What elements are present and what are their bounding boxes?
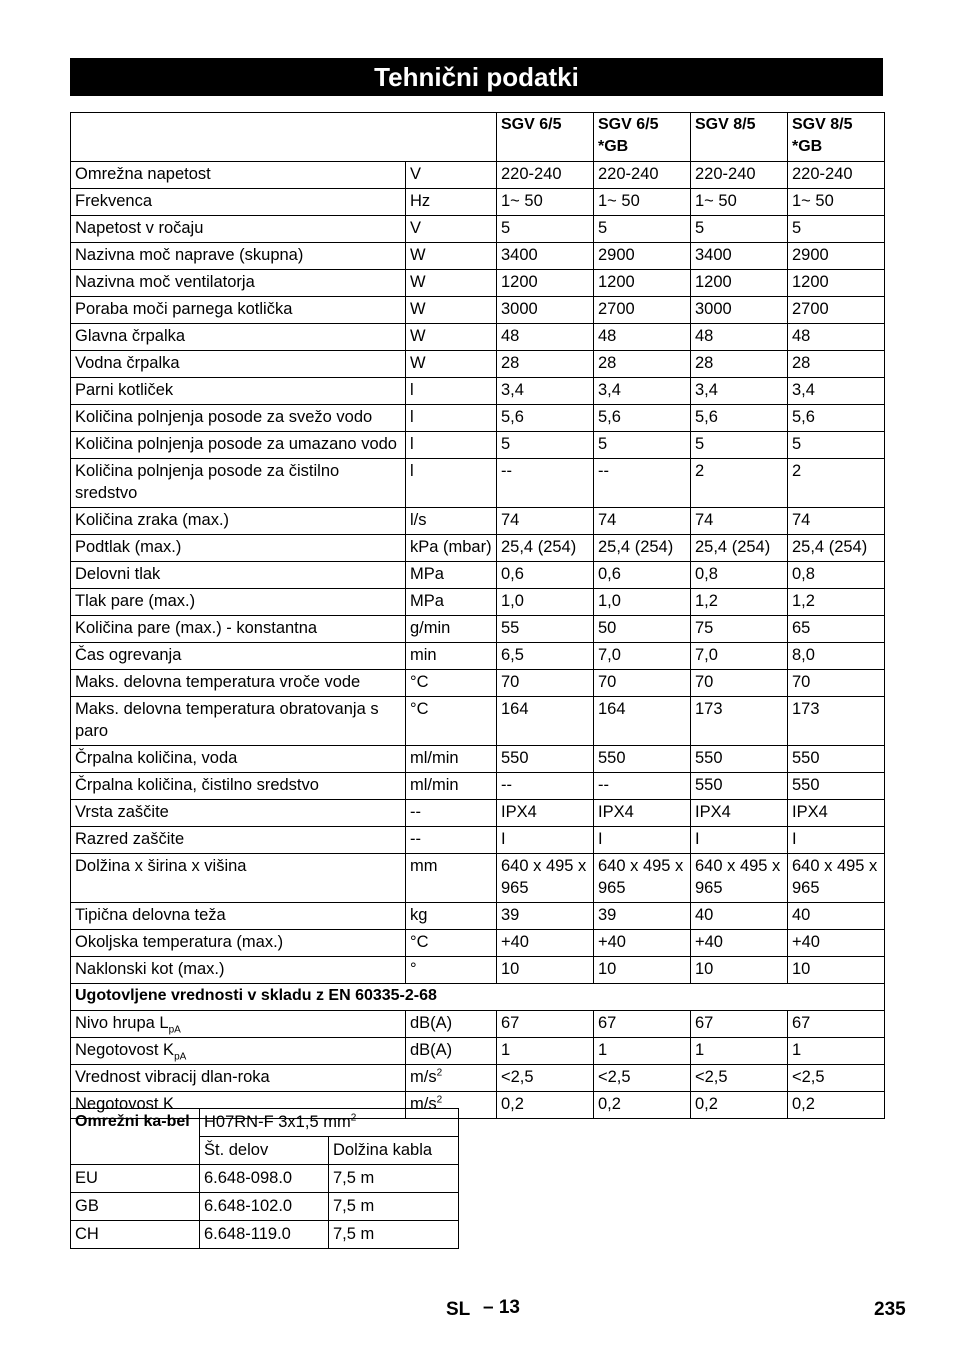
spec-label: Tlak pare (max.) [71, 589, 406, 616]
spec-unit: ° [406, 957, 497, 984]
spec-value: 74 [788, 508, 885, 535]
spec-label: Napetost v ročaju [71, 216, 406, 243]
spec-unit [406, 1038, 497, 1065]
spec-value: +40 [788, 930, 885, 957]
cable-heading: Omrežni ka-bel [71, 1109, 200, 1165]
spec-value: 5 [497, 216, 594, 243]
cable-length: 7,5 m [329, 1221, 459, 1249]
cable-header-row [71, 1109, 459, 1137]
spec-value: 173 [691, 697, 788, 746]
spec-value: 39 [594, 903, 691, 930]
spec-value: -- [594, 459, 691, 508]
spec-value: 25,4 (254) [691, 535, 788, 562]
spec-value: <2,5 [691, 1065, 788, 1092]
spec-label: Vrsta zaščite [71, 800, 406, 827]
spec-unit: kPa (mbar) [406, 535, 497, 562]
footer-page-number: 235 [874, 1299, 906, 1320]
spec-label: Poraba moči parnega kotlička [71, 297, 406, 324]
spec-value: -- [497, 773, 594, 800]
spec-value: 220-240 [691, 162, 788, 189]
spec-unit: ml/min [406, 773, 497, 800]
table-row [71, 697, 885, 746]
table-row [71, 643, 885, 670]
spec-value: 220-240 [788, 162, 885, 189]
table-row [71, 589, 885, 616]
cable-type [200, 1109, 459, 1137]
cable-length: 7,5 m [329, 1193, 459, 1221]
table-row [71, 930, 885, 957]
cable-col-part: Št. delov [200, 1137, 329, 1165]
spec-unit: ml/min [406, 746, 497, 773]
footer-section-page: – 13 [483, 1297, 520, 1318]
spec-unit: MPa [406, 589, 497, 616]
spec-value: 7,0 [594, 643, 691, 670]
spec-value: 550 [788, 746, 885, 773]
spec-unit-text: m/s [410, 1095, 437, 1113]
spec-value: 5 [788, 432, 885, 459]
cable-type-sup: 2 [350, 1112, 357, 1124]
spec-value: 25,4 (254) [594, 535, 691, 562]
table-row [71, 189, 885, 216]
spec-value: 2700 [788, 297, 885, 324]
spec-value: 550 [691, 773, 788, 800]
table-header-row [71, 113, 885, 162]
footer-language: SL [446, 1299, 471, 1320]
spec-value: 173 [788, 697, 885, 746]
spec-body [71, 162, 885, 1119]
spec-value: 74 [594, 508, 691, 535]
spec-unit: °C [406, 697, 497, 746]
spec-value: +40 [691, 930, 788, 957]
spec-unit: W [406, 297, 497, 324]
table-row [71, 773, 885, 800]
spec-label: Količina pare (max.) - konstantna [71, 616, 406, 643]
spec-label: Dolžina x širina x višina [71, 854, 406, 903]
spec-value: +40 [594, 930, 691, 957]
table-row [71, 827, 885, 854]
cable-country: GB [71, 1193, 200, 1221]
spec-value: I [691, 827, 788, 854]
spec-label: Črpalna količina, čistilno sredstvo [71, 773, 406, 800]
table-row [71, 270, 885, 297]
spec-value: 1,0 [594, 589, 691, 616]
spec-unit: V [406, 162, 497, 189]
spec-value: 48 [594, 324, 691, 351]
spec-value: 220-240 [497, 162, 594, 189]
spec-label: Maks. delovna temperatura obratovanja s paro [71, 697, 406, 746]
spec-unit [406, 1011, 497, 1038]
spec-label-text: Vrednost vibracij dlan-roka [75, 1068, 270, 1086]
spec-label: Naklonski kot (max.) [71, 957, 406, 984]
spec-unit: °C [406, 930, 497, 957]
spec-label: Maks. delovna temperatura vroče vode [71, 670, 406, 697]
spec-unit: min [406, 643, 497, 670]
spec-unit: g/min [406, 616, 497, 643]
spec-label: Glavna črpalka [71, 324, 406, 351]
spec-value: 28 [497, 351, 594, 378]
spec-label-text: Negotovost K [75, 1041, 175, 1059]
spec-value: 1~ 50 [788, 189, 885, 216]
spec-value: 0,2 [594, 1092, 691, 1119]
spec-label: Količina polnjenja posode za čistilno sredstvo [71, 459, 406, 508]
spec-value: 67 [497, 1011, 594, 1038]
spec-unit: MPa [406, 562, 497, 589]
spec-value: 1~ 50 [691, 189, 788, 216]
table-row [71, 216, 885, 243]
page-title: Tehnični podatki [70, 58, 883, 96]
table-row [71, 162, 885, 189]
model-header: SGV 8/5 *GB [788, 113, 885, 162]
spec-value: <2,5 [594, 1065, 691, 1092]
spec-value: 8,0 [788, 643, 885, 670]
spec-label: Količina zraka (max.) [71, 508, 406, 535]
spec-unit: -- [406, 827, 497, 854]
spec-value: <2,5 [788, 1065, 885, 1092]
spec-value: I [788, 827, 885, 854]
section-heading: Ugotovljene vrednosti v skladu z EN 60335-2-68 [71, 984, 885, 1011]
spec-value: 0,2 [497, 1092, 594, 1119]
spec-label [71, 1038, 406, 1065]
spec-value: 0,8 [788, 562, 885, 589]
spec-value: 3000 [691, 297, 788, 324]
spec-value: 3,4 [594, 378, 691, 405]
spec-value: 70 [497, 670, 594, 697]
spec-label: Podtlak (max.) [71, 535, 406, 562]
model-header: SGV 6/5 *GB [594, 113, 691, 162]
spec-value: 0,6 [497, 562, 594, 589]
spec-unit-text: dB(A) [410, 1014, 453, 1032]
table-row [71, 800, 885, 827]
spec-value: 75 [691, 616, 788, 643]
spec-unit: l/s [406, 508, 497, 535]
spec-value: 1~ 50 [594, 189, 691, 216]
spec-unit: l [406, 405, 497, 432]
spec-value: 39 [497, 903, 594, 930]
spec-value: 5 [691, 432, 788, 459]
table-row [71, 562, 885, 589]
spec-value: 25,4 (254) [497, 535, 594, 562]
section-row [71, 984, 885, 1011]
spec-value: 48 [497, 324, 594, 351]
spec-value: 550 [691, 746, 788, 773]
spec-value: 5 [788, 216, 885, 243]
spec-value: 3,4 [788, 378, 885, 405]
spec-value: 67 [594, 1011, 691, 1038]
cable-country: EU [71, 1165, 200, 1193]
spec-value: IPX4 [788, 800, 885, 827]
table-row [71, 1011, 885, 1038]
spec-value: 5 [594, 432, 691, 459]
spec-label: Omrežna napetost [71, 162, 406, 189]
spec-value: 1200 [497, 270, 594, 297]
table-row [71, 854, 885, 903]
table-row [71, 243, 885, 270]
model-header: SGV 6/5 [497, 113, 594, 162]
spec-label: Okoljska temperatura (max.) [71, 930, 406, 957]
spec-value: 67 [691, 1011, 788, 1038]
spec-value: 5,6 [691, 405, 788, 432]
table-row [71, 508, 885, 535]
spec-value: 2 [691, 459, 788, 508]
spec-value: -- [497, 459, 594, 508]
cable-type-text: H07RN-F 3x1,5 mm [204, 1113, 351, 1131]
cable-row [71, 1193, 459, 1221]
spec-unit: W [406, 324, 497, 351]
spec-value: 74 [497, 508, 594, 535]
spec-label: Količina polnjenja posode za svežo vodo [71, 405, 406, 432]
table-row [71, 378, 885, 405]
cable-row [71, 1165, 459, 1193]
table-row [71, 297, 885, 324]
cable-part-number: 6.648-119.0 [200, 1221, 329, 1249]
spec-value: 5,6 [788, 405, 885, 432]
table-row [71, 670, 885, 697]
spec-label: Nazivna moč ventilatorja [71, 270, 406, 297]
spec-value: 10 [594, 957, 691, 984]
spec-value: 164 [594, 697, 691, 746]
spec-value: <2,5 [497, 1065, 594, 1092]
spec-value: 1200 [594, 270, 691, 297]
table-row [71, 1065, 885, 1092]
table-row [71, 1038, 885, 1065]
spec-value: 28 [788, 351, 885, 378]
spec-value: 40 [691, 903, 788, 930]
spec-value: 0,2 [691, 1092, 788, 1119]
spec-unit: V [406, 216, 497, 243]
spec-value: 10 [691, 957, 788, 984]
cable-country: CH [71, 1221, 200, 1249]
spec-value: 550 [594, 746, 691, 773]
spec-label: Črpalna količina, voda [71, 746, 406, 773]
spec-value: I [497, 827, 594, 854]
spec-value: 2700 [594, 297, 691, 324]
spec-unit: l [406, 378, 497, 405]
spec-label: Količina polnjenja posode za umazano vodo [71, 432, 406, 459]
spec-value: 5 [497, 432, 594, 459]
spec-unit: °C [406, 670, 497, 697]
cable-col-length: Dolžina kabla [329, 1137, 459, 1165]
spec-label-text: Nivo hrupa L [75, 1014, 169, 1032]
spec-label-text: Negotovost K [75, 1095, 175, 1113]
table-row [71, 405, 885, 432]
spec-value: 3,4 [497, 378, 594, 405]
spec-value: 3000 [497, 297, 594, 324]
spec-label: Razred zaščite [71, 827, 406, 854]
spec-value: IPX4 [594, 800, 691, 827]
spec-unit: mm [406, 854, 497, 903]
spec-value: 7,0 [691, 643, 788, 670]
spec-value: 640 x 495 x 965 [594, 854, 691, 903]
spec-value: 5,6 [497, 405, 594, 432]
spec-unit-text: m/s [410, 1068, 437, 1086]
spec-value: 0,8 [691, 562, 788, 589]
spec-unit: l [406, 432, 497, 459]
table-row [71, 957, 885, 984]
spec-value: 640 x 495 x 965 [497, 854, 594, 903]
spec-value: 5 [691, 216, 788, 243]
spec-unit-text: dB(A) [410, 1041, 453, 1059]
spec-value: 1,2 [788, 589, 885, 616]
spec-value: 28 [594, 351, 691, 378]
mains-cable-table [70, 1108, 459, 1249]
spec-value: 25,4 (254) [788, 535, 885, 562]
spec-value: 1 [497, 1038, 594, 1065]
spec-value: 1 [594, 1038, 691, 1065]
spec-label: Nazivna moč naprave (skupna) [71, 243, 406, 270]
table-row [71, 535, 885, 562]
spec-value: 2900 [594, 243, 691, 270]
spec-value: I [594, 827, 691, 854]
cable-row [71, 1221, 459, 1249]
spec-unit: W [406, 270, 497, 297]
spec-value: 640 x 495 x 965 [691, 854, 788, 903]
spec-value: 10 [497, 957, 594, 984]
spec-value: 1 [788, 1038, 885, 1065]
spec-value: 28 [691, 351, 788, 378]
spec-value: 1,0 [497, 589, 594, 616]
spec-value: 1,2 [691, 589, 788, 616]
spec-value: 640 x 495 x 965 [788, 854, 885, 903]
spec-label-subscript: pA [168, 1024, 181, 1036]
spec-value: 65 [788, 616, 885, 643]
model-header: SGV 8/5 [691, 113, 788, 162]
cable-length: 7,5 m [329, 1165, 459, 1193]
header-empty-cell [71, 113, 497, 162]
spec-unit: -- [406, 800, 497, 827]
spec-value: 1200 [788, 270, 885, 297]
spec-unit [406, 1065, 497, 1092]
spec-value: IPX4 [497, 800, 594, 827]
spec-value: 50 [594, 616, 691, 643]
spec-label: Vodna črpalka [71, 351, 406, 378]
spec-value: -- [594, 773, 691, 800]
cable-part-number: 6.648-102.0 [200, 1193, 329, 1221]
table-row [71, 459, 885, 508]
spec-unit-superscript: 2 [436, 1067, 443, 1079]
spec-unit: Hz [406, 189, 497, 216]
spec-value: 1200 [691, 270, 788, 297]
table-row [71, 746, 885, 773]
table-row [71, 351, 885, 378]
spec-unit-superscript: 2 [436, 1094, 443, 1106]
table-row [71, 324, 885, 351]
spec-value: 3400 [691, 243, 788, 270]
spec-label: Delovni tlak [71, 562, 406, 589]
spec-value: 0,6 [594, 562, 691, 589]
spec-unit: W [406, 243, 497, 270]
spec-value: 48 [788, 324, 885, 351]
technical-data-table [70, 112, 885, 1119]
spec-value: 2 [788, 459, 885, 508]
spec-value: 5 [594, 216, 691, 243]
table-row [71, 616, 885, 643]
spec-value: IPX4 [691, 800, 788, 827]
spec-unit: kg [406, 903, 497, 930]
spec-label: Čas ogrevanja [71, 643, 406, 670]
spec-label-subscript: pA [174, 1051, 187, 1063]
spec-value: +40 [497, 930, 594, 957]
spec-value: 3,4 [691, 378, 788, 405]
table-row [71, 432, 885, 459]
spec-unit: W [406, 351, 497, 378]
spec-value: 2900 [788, 243, 885, 270]
spec-value: 67 [788, 1011, 885, 1038]
cable-part-number: 6.648-098.0 [200, 1165, 329, 1193]
spec-value: 70 [594, 670, 691, 697]
spec-value: 70 [788, 670, 885, 697]
spec-value: 40 [788, 903, 885, 930]
spec-label: Tipična delovna teža [71, 903, 406, 930]
spec-value: 1~ 50 [497, 189, 594, 216]
spec-value: 5,6 [594, 405, 691, 432]
spec-value: 220-240 [594, 162, 691, 189]
spec-label: Frekvenca [71, 189, 406, 216]
spec-value: 1 [691, 1038, 788, 1065]
spec-label [71, 1011, 406, 1038]
spec-value: 3400 [497, 243, 594, 270]
spec-label [71, 1065, 406, 1092]
spec-value: 70 [691, 670, 788, 697]
table-row [71, 903, 885, 930]
spec-value: 550 [497, 746, 594, 773]
spec-value: 74 [691, 508, 788, 535]
spec-unit: l [406, 459, 497, 508]
spec-value: 48 [691, 324, 788, 351]
spec-value: 6,5 [497, 643, 594, 670]
spec-value: 55 [497, 616, 594, 643]
spec-value: 10 [788, 957, 885, 984]
spec-label: Parni kotliček [71, 378, 406, 405]
spec-value: 550 [788, 773, 885, 800]
spec-value: 0,2 [788, 1092, 885, 1119]
spec-value: 164 [497, 697, 594, 746]
